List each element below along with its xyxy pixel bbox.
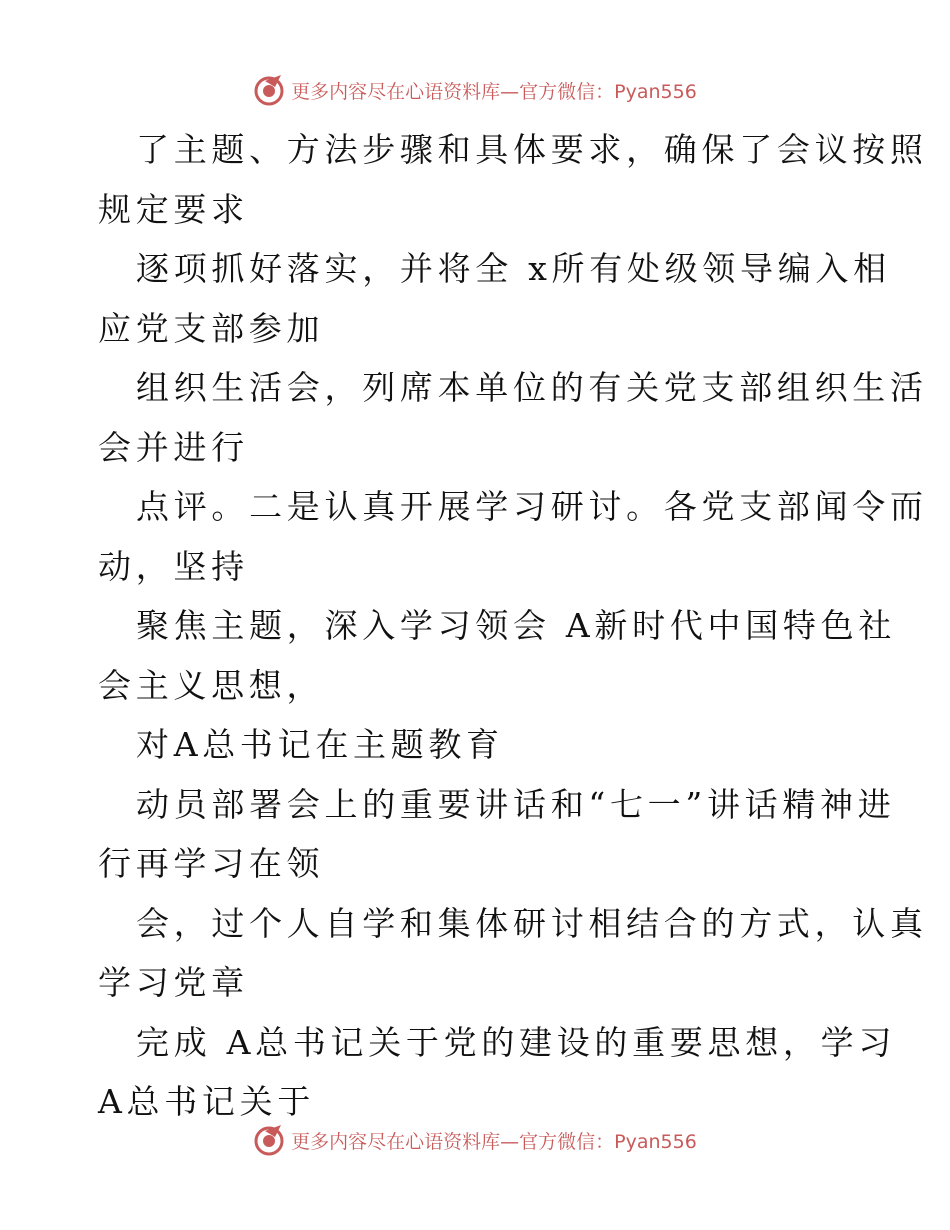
text-line: 学习党章	[98, 963, 249, 1002]
text-line: 应党支部参加	[98, 308, 325, 348]
text-line: 点评。二是认真开展学习研讨。各党支部闻令而	[136, 487, 928, 526]
text-line: 聚焦主题，深入学习领会 A新时代中国特色社	[136, 606, 897, 645]
document-body	[98, 120, 928, 1132]
brand-logo-icon	[253, 1123, 287, 1157]
text-line: 对A总书记在主题教育	[136, 725, 504, 764]
text-line: 逐项抓好落实，并将全 x所有处级领导编入相	[136, 249, 891, 288]
text-line: 组织生活会，列席本单位的有关党支部组织生活	[136, 368, 928, 407]
text-line: 会主义思想，	[98, 665, 325, 705]
watermark-text: 更多内容尽在心语资料库—官方微信：Pyan556	[291, 1130, 697, 1153]
text-line: 完成 A总书记关于党的建设的重要思想，学习	[136, 1022, 897, 1062]
text-line: 了主题、方法步骤和具体要求，确保了会议按照	[136, 130, 928, 169]
brand-logo-icon	[253, 73, 287, 107]
text-line: 会，过个人自学和集体研讨相结合的方式，认真	[136, 903, 928, 943]
text-line: A总书记关于	[98, 1082, 316, 1121]
header-watermark	[0, 70, 950, 110]
text-line: 会并进行	[98, 427, 249, 467]
text-line: 行再学习在领	[98, 844, 325, 883]
watermark-text: 更多内容尽在心语资料库—官方微信：Pyan556	[291, 80, 697, 103]
footer-watermark	[0, 1120, 950, 1160]
text-line: 动员部署会上的重要讲话和“七一”讲话精神进	[136, 784, 896, 824]
text-line: 规定要求	[98, 189, 249, 229]
text-line: 动，坚持	[98, 546, 249, 586]
